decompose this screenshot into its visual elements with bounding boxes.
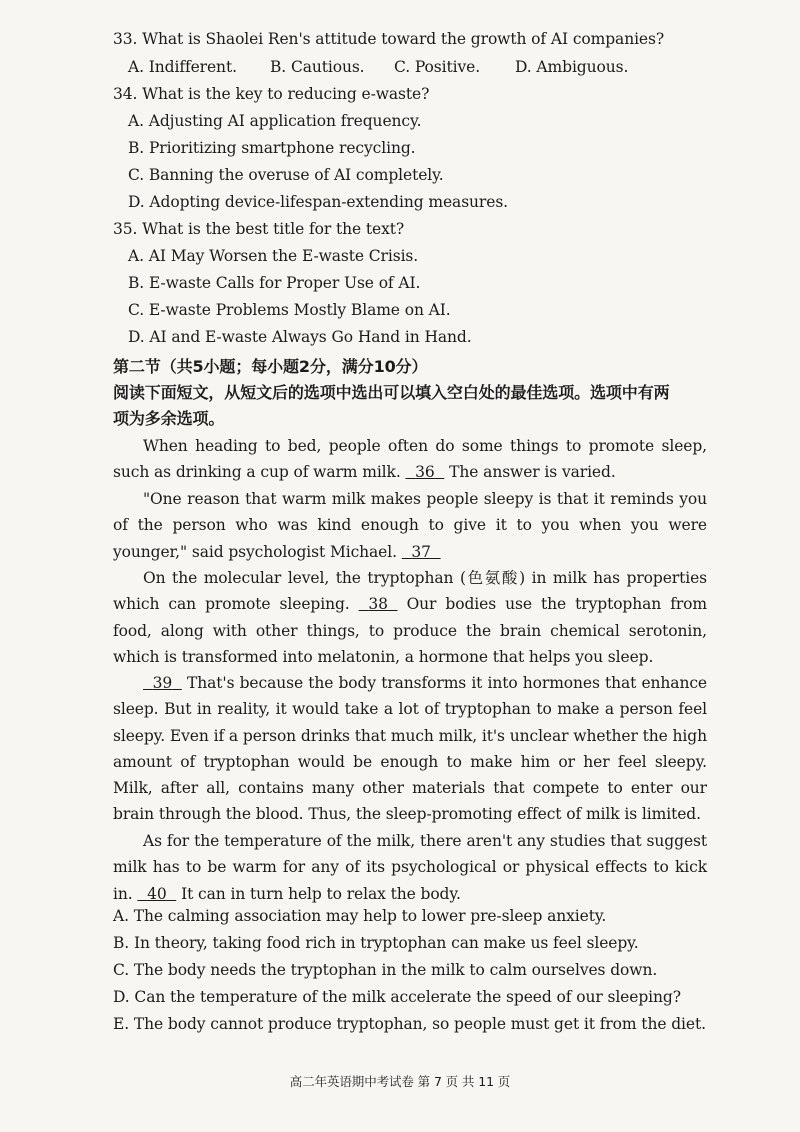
section-heading: 第二节（共5小题；每小题2分，满分10分） bbox=[113, 357, 428, 376]
question-35-option-d: D. AI and E-waste Always Go Hand in Hand. bbox=[128, 328, 472, 346]
passage-paragraph-5 bbox=[113, 828, 707, 907]
passage-text: On the molecular level, the tryptophan (色氨酸) in milk has properties which can promote sleeping. bbox=[113, 569, 707, 614]
question-33-stem: 33. What is Shaolei Ren's attitude toward the growth of AI companies? bbox=[113, 30, 665, 48]
passage-paragraph-4 bbox=[113, 670, 707, 828]
question-34-option-a: A. Adjusting AI application frequency. bbox=[128, 112, 422, 130]
blank-number: 37 bbox=[411, 542, 431, 561]
passage-paragraph-2 bbox=[113, 486, 707, 565]
question-33-option-c: C. Positive. bbox=[394, 58, 481, 76]
answer-option-b: B. In theory, taking food rich in tryptophan can make us feel sleepy. bbox=[113, 934, 639, 952]
page-footer: 高二年英语期中考试卷 第 7 页 共 11 页 bbox=[289, 1074, 511, 1089]
blank-number: 40 bbox=[147, 884, 167, 903]
question-35-option-c: C. E-waste Problems Mostly Blame on AI. bbox=[128, 301, 451, 319]
blank-36 bbox=[405, 459, 444, 485]
answer-option-e: E. The body cannot produce tryptophan, so people must get it from the diet. bbox=[113, 1015, 706, 1033]
passage-text: The answer is varied. bbox=[444, 463, 616, 482]
blank-40 bbox=[137, 881, 176, 907]
passage-paragraph-1 bbox=[113, 433, 707, 486]
section-instruction-line-2: 项为多余选项。 bbox=[113, 409, 225, 428]
passage-text: When heading to bed, people often do some things to promote sleep, such as drinking a cup of warm milk. bbox=[113, 437, 707, 482]
blank-number: 36 bbox=[415, 463, 435, 482]
answer-option-c: C. The body needs the tryptophan in the milk to calm ourselves down. bbox=[113, 961, 658, 979]
passage-text: That's because the body transforms it into hormones that enhance sleep. But in reality, it would take a lot of tryptophan to make a person feel sleepy. Even if a person drinks that much milk, it's unclear whether the high amount of tryptophan would be enough to make him or her feel sleepy. Milk, after all, contains many other materials that compete to enter our brain through the blood. Thus, the sleep-promoting effect of milk is limited. bbox=[113, 674, 707, 824]
section-instruction-line-1: 阅读下面短文，从短文后的选项中选出可以填入空白处的最佳选项。选项中有两 bbox=[113, 383, 670, 402]
question-34-option-d: D. Adopting device-lifespan-extending measures. bbox=[128, 193, 509, 211]
question-34-option-c: C. Banning the overuse of AI completely. bbox=[128, 166, 444, 184]
answer-option-d: D. Can the temperature of the milk accelerate the speed of our sleeping? bbox=[113, 988, 681, 1006]
blank-number: 38 bbox=[368, 595, 388, 614]
question-35-option-a: A. AI May Worsen the E-waste Crisis. bbox=[128, 247, 419, 265]
question-35-option-b: B. E-waste Calls for Proper Use of AI. bbox=[128, 274, 421, 292]
passage-paragraph-3 bbox=[113, 565, 707, 670]
passage-text: As for the temperature of the milk, there aren't any studies that suggest milk has to be warm for any of its psychological or physical effects to kick in. bbox=[113, 832, 707, 903]
blank-number: 39 bbox=[152, 674, 173, 692]
blank-37 bbox=[402, 539, 441, 565]
passage-text: It can in turn help to relax the body. bbox=[176, 884, 461, 903]
answer-option-a: A. The calming association may help to lower pre-sleep anxiety. bbox=[113, 907, 607, 925]
question-33-option-a: A. Indifferent. bbox=[128, 58, 237, 76]
blank-39 bbox=[143, 670, 182, 696]
blank-38 bbox=[359, 591, 398, 617]
passage-text: Our bodies use the tryptophan from food, along with other things, to produce the brain chemical serotonin, which is transformed into melatonin, a hormone that helps you sleep. bbox=[113, 595, 707, 666]
question-33-option-b: B. Cautious. bbox=[270, 58, 365, 76]
passage-text: "One reason that warm milk makes people sleepy is that it reminds you of the person who was kind enough to give it to you when you were younger," said psychologist Michael. bbox=[113, 490, 707, 561]
question-33-option-d: D. Ambiguous. bbox=[515, 58, 629, 76]
question-34-stem: 34. What is the key to reducing e-waste? bbox=[113, 85, 430, 103]
question-34-option-b: B. Prioritizing smartphone recycling. bbox=[128, 139, 416, 157]
question-35-stem: 35. What is the best title for the text? bbox=[113, 220, 405, 238]
